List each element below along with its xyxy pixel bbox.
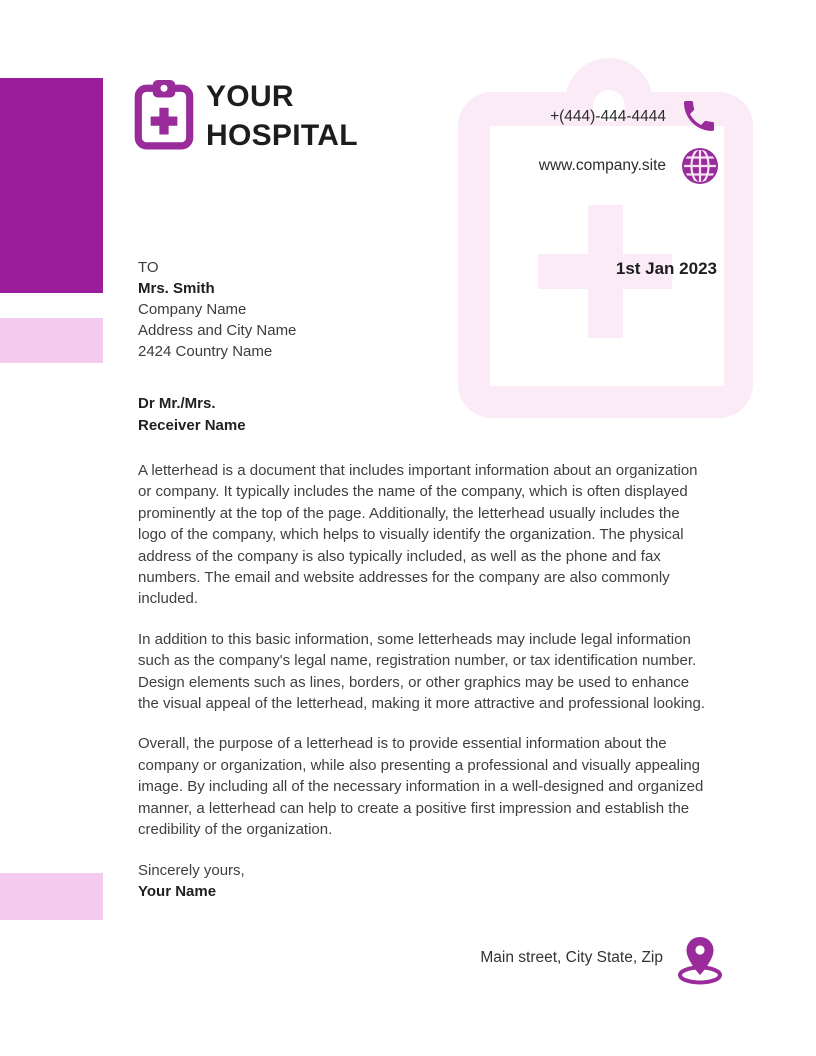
left-pink-accent-bar bbox=[0, 318, 103, 363]
hospital-name-line2: HOSPITAL bbox=[206, 119, 358, 152]
location-pin-icon bbox=[676, 935, 724, 985]
salutation bbox=[138, 393, 712, 436]
paragraph-3: Overall, the purpose of a letterhead is to provide essential information about the company or organization, while also presenting a professional and visually appealing image. By including all of the necessary information in a well-designed and organized manner, a letterhead can help to create a positive first impression and establish the credibility of the organization. bbox=[138, 735, 704, 839]
phone-icon bbox=[679, 95, 719, 137]
globe-icon bbox=[681, 147, 719, 185]
paragraph-1: A letterhead is a document that includes important information about an organization or company. It typically includes the name of the company, which is often displayed prominently at the top of the page. Additionally, the letterhead usually includes the logo of the company, which helps to visually identify the organization. The physical address of the company is also typically included, as well as the phone and fax numbers. The email and website addresses for the company are also commonly included. bbox=[138, 462, 698, 608]
recipient-country: 2424 Country Name bbox=[138, 343, 273, 360]
paragraph-2: In addition to this basic information, some letterheads may include legal information such as the company's legal name, registration number, or tax identification number. Design elements such as lines, borders, or other graphics may be used to enhance the visual appeal of the letterhead, making it more attractive and professional looking. bbox=[138, 630, 705, 713]
letter-body bbox=[138, 393, 712, 902]
recipient-label: TO bbox=[138, 259, 159, 276]
medical-clipboard-icon bbox=[134, 79, 194, 151]
salutation-line1: Dr Mr./Mrs. bbox=[138, 395, 216, 412]
salutation-line2: Receiver Name bbox=[138, 416, 246, 434]
street-address: Main street, City State, Zip bbox=[480, 949, 663, 966]
recipient-company: Company Name bbox=[138, 301, 247, 318]
left-purple-accent-bar bbox=[0, 78, 103, 293]
closing-line: Sincerely yours, bbox=[138, 861, 245, 879]
bottom-left-pink-accent-bar bbox=[0, 873, 103, 920]
phone-number: +(444)-444-4444 bbox=[550, 108, 666, 125]
sender-name: Your Name bbox=[138, 882, 217, 900]
recipient-name: Mrs. Smith bbox=[138, 280, 215, 297]
closing bbox=[138, 860, 712, 903]
hospital-name-line1: YOUR bbox=[206, 80, 294, 113]
recipient-block bbox=[138, 257, 296, 362]
letter-date: 1st Jan 2023 bbox=[615, 259, 717, 278]
website-url: www.company.site bbox=[538, 157, 666, 174]
recipient-address: Address and City Name bbox=[138, 322, 297, 339]
